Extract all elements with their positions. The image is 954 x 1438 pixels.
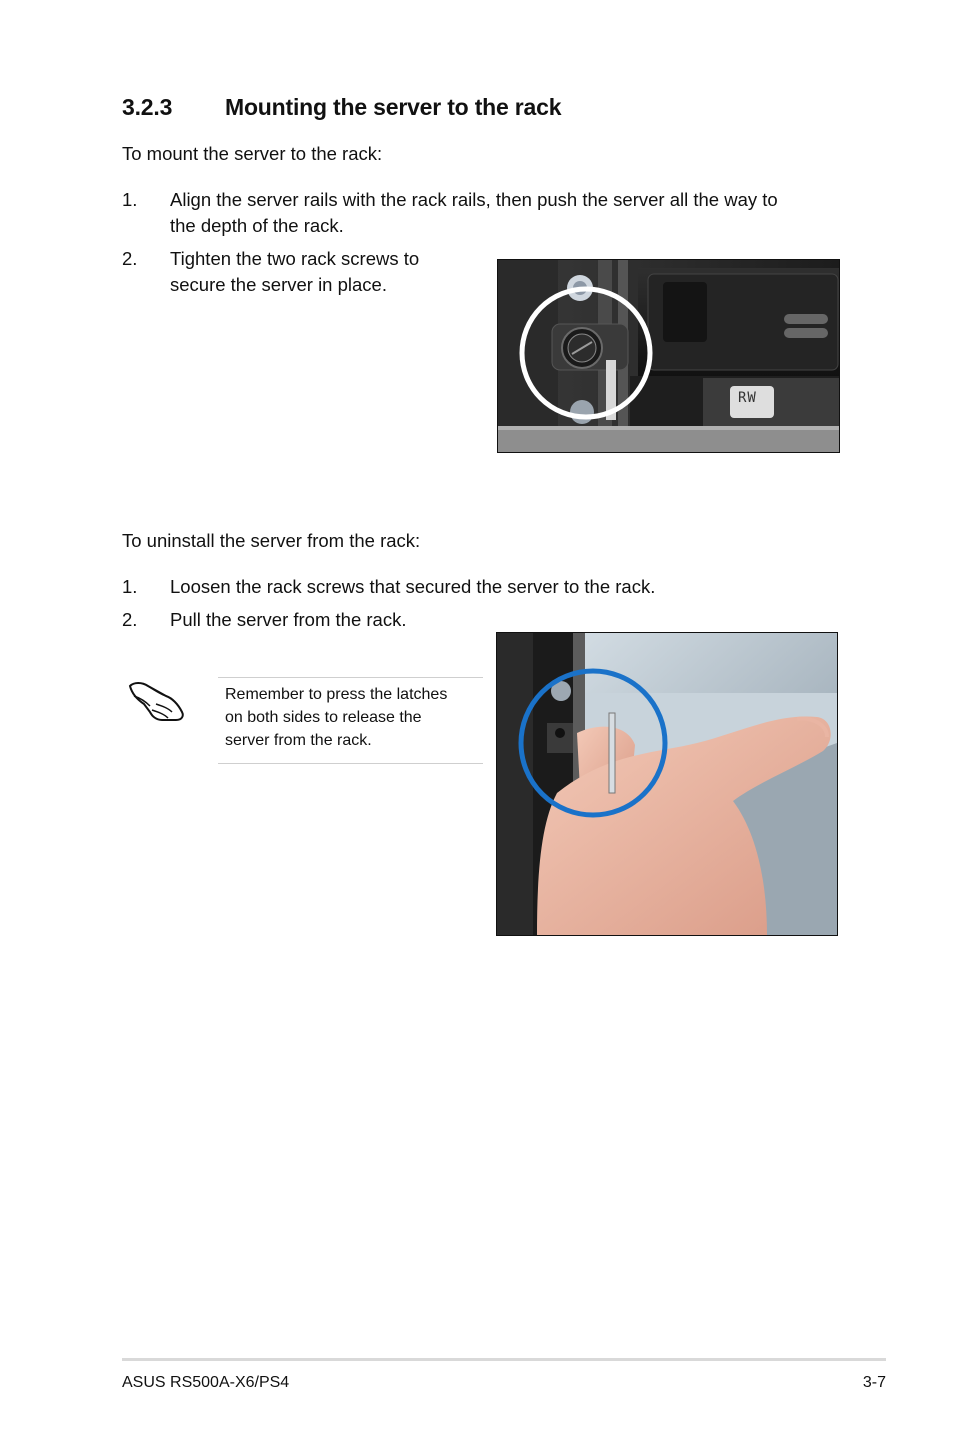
step-number: 1. xyxy=(122,576,138,597)
step-text xyxy=(170,187,778,239)
note-text xyxy=(225,683,480,752)
uninstall-step-1 xyxy=(122,574,842,600)
rw-badge: RW xyxy=(738,390,757,406)
rw-badge-subtitle: DVD+R DL xyxy=(734,414,764,420)
step-line: Align the server rails with the rack rails, then push the server all the way to xyxy=(170,189,778,210)
mount-intro: To mount the server to the rack: xyxy=(122,143,383,164)
uninstall-step-2 xyxy=(122,607,482,633)
section-number: 3.2.3 xyxy=(122,94,173,120)
step-text xyxy=(170,246,419,298)
section-heading xyxy=(122,94,561,121)
latch-release-illustration xyxy=(497,633,837,935)
step-number: 2. xyxy=(122,248,138,269)
step-number: 2. xyxy=(122,609,138,630)
step-line: Tighten the two rack screws to xyxy=(170,248,420,269)
mount-step-2 xyxy=(122,246,462,298)
uninstall-intro: To uninstall the server from the rack: xyxy=(122,530,421,551)
step-text: Loosen the rack screws that secured the server to the rack. xyxy=(170,576,656,597)
footer-product-name: ASUS RS500A-X6/PS4 xyxy=(122,1374,290,1391)
step-line: the depth of the rack. xyxy=(170,215,344,236)
step-number: 1. xyxy=(122,189,138,210)
mount-step-1 xyxy=(122,187,842,239)
note-line: on both sides to release the xyxy=(225,709,422,726)
latch-release-photo xyxy=(496,632,838,936)
step-line: secure the server in place. xyxy=(170,274,387,295)
step-text: Pull the server from the rack. xyxy=(170,609,407,630)
note-top-rule xyxy=(218,677,483,678)
note-bottom-rule xyxy=(218,763,483,764)
footer-page-number: 3-7 xyxy=(862,1374,886,1391)
section-title: Mounting the server to the rack xyxy=(225,94,562,120)
rack-screw-photo xyxy=(497,259,840,453)
note-line: Remember to press the latches xyxy=(225,686,448,703)
footer-rule xyxy=(122,1358,886,1361)
rack-screw-illustration xyxy=(498,260,839,452)
note-line: server from the rack. xyxy=(225,732,372,749)
pointing-hand-icon xyxy=(126,676,186,722)
